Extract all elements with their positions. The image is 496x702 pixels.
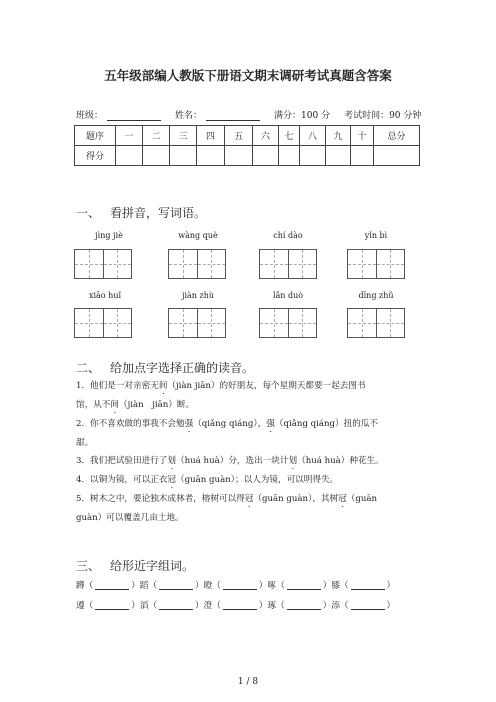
- answer-blank[interactable]: [351, 601, 385, 610]
- writing-box[interactable]: [74, 308, 132, 338]
- answer-blank[interactable]: [95, 601, 129, 610]
- question-line: 1．他们是一对亲密无间（jiàn jiān）的好朋友，每个星期天都要一起去图书: [76, 381, 366, 391]
- answer-blank[interactable]: [223, 601, 257, 610]
- section-2-heading: [76, 359, 254, 376]
- score-cell[interactable]: [197, 146, 225, 166]
- section-1-heading: [76, 204, 206, 221]
- score-header-cell: 六: [253, 126, 279, 146]
- pinyin-label: jìng jiè: [95, 231, 123, 240]
- answer-blank[interactable]: [351, 581, 385, 590]
- pinyin-label: yǐn bì: [364, 231, 388, 240]
- section-number: 二、: [76, 361, 101, 375]
- score-cell[interactable]: [374, 146, 420, 166]
- char: 膝: [331, 581, 340, 591]
- question-line: 2．你不喜欢做的事我不会勉强（qiǎng qiáng），强（qiǎng qiáng）扭的瓜不: [76, 419, 378, 429]
- score-header-cell: 题序: [75, 126, 116, 146]
- word-group-row: 蹲 （ ） 蹈 （ ） 瞪 （ ） 啄 （ ） 膝 （ ）: [76, 581, 396, 591]
- class-label: 班级：: [76, 111, 104, 121]
- char: 滔: [139, 601, 149, 611]
- score-header-cell: 五: [225, 126, 253, 146]
- exam-time-label: 考试时间：90 分钟: [344, 111, 422, 121]
- writing-box[interactable]: [347, 249, 405, 279]
- full-score-label: 满分：100 分: [274, 111, 331, 121]
- name-field[interactable]: [206, 111, 260, 121]
- char: 遵: [76, 601, 85, 611]
- pinyin-label: wàng què: [178, 231, 218, 240]
- student-info: [76, 108, 436, 121]
- score-table: [74, 125, 420, 166]
- char: 琢: [267, 601, 277, 611]
- writing-box[interactable]: [259, 249, 317, 279]
- score-cell[interactable]: [253, 146, 279, 166]
- question-line: 3．我们把试验田进行了划（huá huà）分，选出一块计划（huá huà）种花生。: [76, 456, 384, 466]
- name-label: 姓名：: [175, 111, 203, 121]
- pinyin-label: xiāo huǐ: [88, 291, 122, 300]
- writing-box[interactable]: [168, 308, 226, 338]
- page-number: 1 / 8: [237, 677, 259, 687]
- score-header-cell: 一: [116, 126, 143, 146]
- score-cell[interactable]: [116, 146, 143, 166]
- section-title: 给形近字组词。: [110, 559, 195, 573]
- section-number: 三、: [76, 559, 101, 573]
- char: 瞪: [203, 581, 213, 591]
- answer-blank[interactable]: [223, 581, 257, 590]
- answer-blank[interactable]: [287, 601, 321, 610]
- section-number: 一、: [76, 206, 101, 220]
- score-table-header-row: [75, 126, 420, 146]
- score-header-cell: 八: [300, 126, 326, 146]
- score-cell[interactable]: [300, 146, 326, 166]
- score-cell[interactable]: [279, 146, 300, 166]
- question-line: 甜。: [76, 438, 94, 448]
- score-header-cell: 三: [170, 126, 197, 146]
- page-title: 五年级部编人教版下册语文期末调研考试真题含答案: [104, 68, 392, 83]
- section-title: 给加点字选择正确的读音。: [110, 361, 255, 375]
- score-header-cell: 二: [143, 126, 170, 146]
- writing-box[interactable]: [259, 308, 317, 338]
- score-cell[interactable]: [225, 146, 253, 166]
- char: 添: [331, 601, 340, 611]
- score-cell[interactable]: [351, 146, 374, 166]
- writing-box[interactable]: [347, 308, 405, 338]
- question-line: 4．以铜为镜，可以正衣冠（guān guàn）；以人为镜，可以明得失。: [76, 475, 339, 485]
- question-list: [76, 377, 422, 527]
- score-header-cell: 九: [326, 126, 351, 146]
- score-header-cell: 四: [197, 126, 225, 146]
- score-cell[interactable]: [326, 146, 351, 166]
- word-group-row: 遵 （ ） 滔 （ ） 澄 （ ） 琢 （ ） 添 （ ）: [76, 601, 396, 611]
- char: 蹈: [139, 581, 149, 591]
- writing-box[interactable]: [74, 249, 132, 279]
- char: 蹲: [76, 581, 85, 591]
- section-3-heading: [76, 557, 194, 574]
- char: 澄: [203, 601, 213, 611]
- pinyin-label: chí dào: [273, 231, 303, 240]
- class-field[interactable]: [107, 111, 161, 121]
- score-header-cell: 十: [351, 126, 374, 146]
- answer-blank[interactable]: [159, 601, 193, 610]
- answer-blank[interactable]: [287, 581, 321, 590]
- pinyin-label: dīng zhǔ: [358, 291, 394, 300]
- writing-box[interactable]: [168, 249, 226, 279]
- score-header-cell: 七: [279, 126, 300, 146]
- pinyin-label: jiàn zhù: [181, 291, 215, 300]
- answer-blank[interactable]: [159, 581, 193, 590]
- score-table-score-row: [75, 146, 420, 166]
- score-cell[interactable]: [170, 146, 197, 166]
- section-title: 看拼音，写词语。: [110, 206, 207, 220]
- score-header-cell: 总分: [374, 126, 420, 146]
- question-line: guàn）可以覆盖几亩土地。: [76, 513, 184, 523]
- question-line: 5．树木之中，要论独木成林者，榕树可以得冠（guān guàn），其树冠（guān: [76, 494, 378, 504]
- question-line: 馆，从不间（jiàn jiān）断。: [76, 400, 195, 410]
- score-row-label: 得分: [75, 146, 116, 166]
- char: 啄: [267, 581, 277, 591]
- score-cell[interactable]: [143, 146, 170, 166]
- answer-blank[interactable]: [95, 581, 129, 590]
- pinyin-label: lǎn duò: [272, 291, 304, 300]
